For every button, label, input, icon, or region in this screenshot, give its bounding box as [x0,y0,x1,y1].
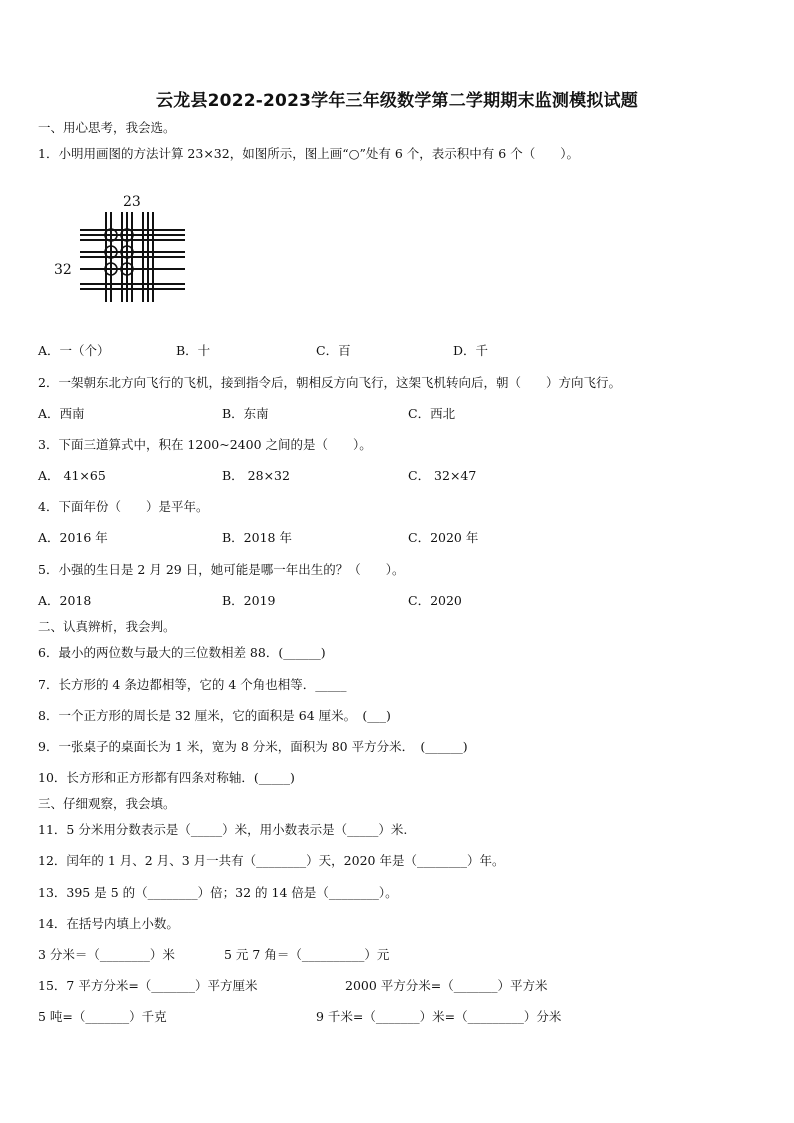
multiplication-grid-figure [50,190,200,305]
question-8: 8．一个正方形的周长是 32 厘米，它的面积是 64 厘米。 (___) [38,708,391,723]
question-11: 11．5 分米用分数表示是（_____）米，用小数表示是（_____）米. [38,822,408,837]
question-9: 9．一张桌子的桌面长为 1 米，宽为 8 分米，面积为 80 平方分米． (______) [38,739,468,754]
q1-option-c: C．百 [316,343,351,358]
q15-blank-b: 2000 平方分米=（_______）平方米 [345,978,548,993]
q1-option-b: B．十 [176,343,211,358]
question-13: 13．395 是 5 的（________）倍；32 的 14 倍是（________）。 [38,885,398,900]
question-5: 5．小强的生日是 2 月 29 日，她可能是哪一年出生的？（ ）。 [38,562,405,577]
q2-option-b: B．东南 [222,406,269,421]
q14-blank-b: 5 元 7 角＝（__________）元 [224,947,390,962]
q15-blank-d: 9 千米=（_______）米=（_________）分米 [316,1009,562,1024]
question-6: 6．最小的两位数与最大的三位数相差 88．(______) [38,645,326,660]
q3-option-c: C． 32×47 [408,468,477,483]
figure-left-label: 32 [54,262,72,278]
figure-top-label: 23 [123,194,141,210]
q3-option-a: A． 41×65 [38,468,106,483]
question-10: 10．长方形和正方形都有四条对称轴．(_____) [38,770,295,785]
question-3: 3．下面三道算式中，积在 1200~2400 之间的是（ ）。 [38,437,372,452]
q2-option-a: A．西南 [38,406,85,421]
q5-option-c: C．2020 [408,593,462,608]
question-12: 12．闰年的 1 月、2 月、3 月一共有（________）天，2020 年是（________）年。 [38,853,505,868]
q4-option-b: B．2018 年 [222,530,292,545]
q3-option-b: B． 28×32 [222,468,290,483]
q15-blank-a: 15．7 平方分米=（_______）平方厘米 [38,978,258,993]
page-title: 云龙县2022-2023学年三年级数学第二学期期末监测模拟试题 [156,91,638,111]
section-heading-3: 三、仔细观察，我会填。 [38,796,176,811]
q1-option-d: D．千 [453,343,489,358]
question-4: 4．下面年份（ ）是平年。 [38,499,209,514]
q4-option-a: A．2016 年 [38,530,108,545]
q5-option-b: B．2019 [222,593,276,608]
q2-option-c: C．西北 [408,406,456,421]
q15-blank-c: 5 吨=（_______）千克 [38,1009,167,1024]
question-1: 1．小明用画图的方法计算 23×32，如图所示，图上画“○”处有 6 个，表示积中有 6 个（ ）。 [38,146,579,161]
question-2: 2．一架朝东北方向飞行的飞机，接到指令后，朝相反方向飞行，这架飞机转向后，朝（ ）方向飞行。 [38,375,621,390]
grid-lines [80,212,185,302]
q4-option-c: C．2020 年 [408,530,479,545]
section-heading-1: 一、用心思考，我会选。 [38,120,176,135]
q1-option-a: A．一（个） [38,343,110,358]
question-14: 14．在括号内填上小数。 [38,916,179,931]
question-7: 7．长方形的 4 条边都相等，它的 4 个角也相等．_____ [38,677,347,692]
q5-option-a: A．2018 [38,593,92,608]
section-heading-2: 二、认真辨析，我会判。 [38,619,176,634]
q14-blank-a: 3 分米＝（________）米 [38,947,175,962]
